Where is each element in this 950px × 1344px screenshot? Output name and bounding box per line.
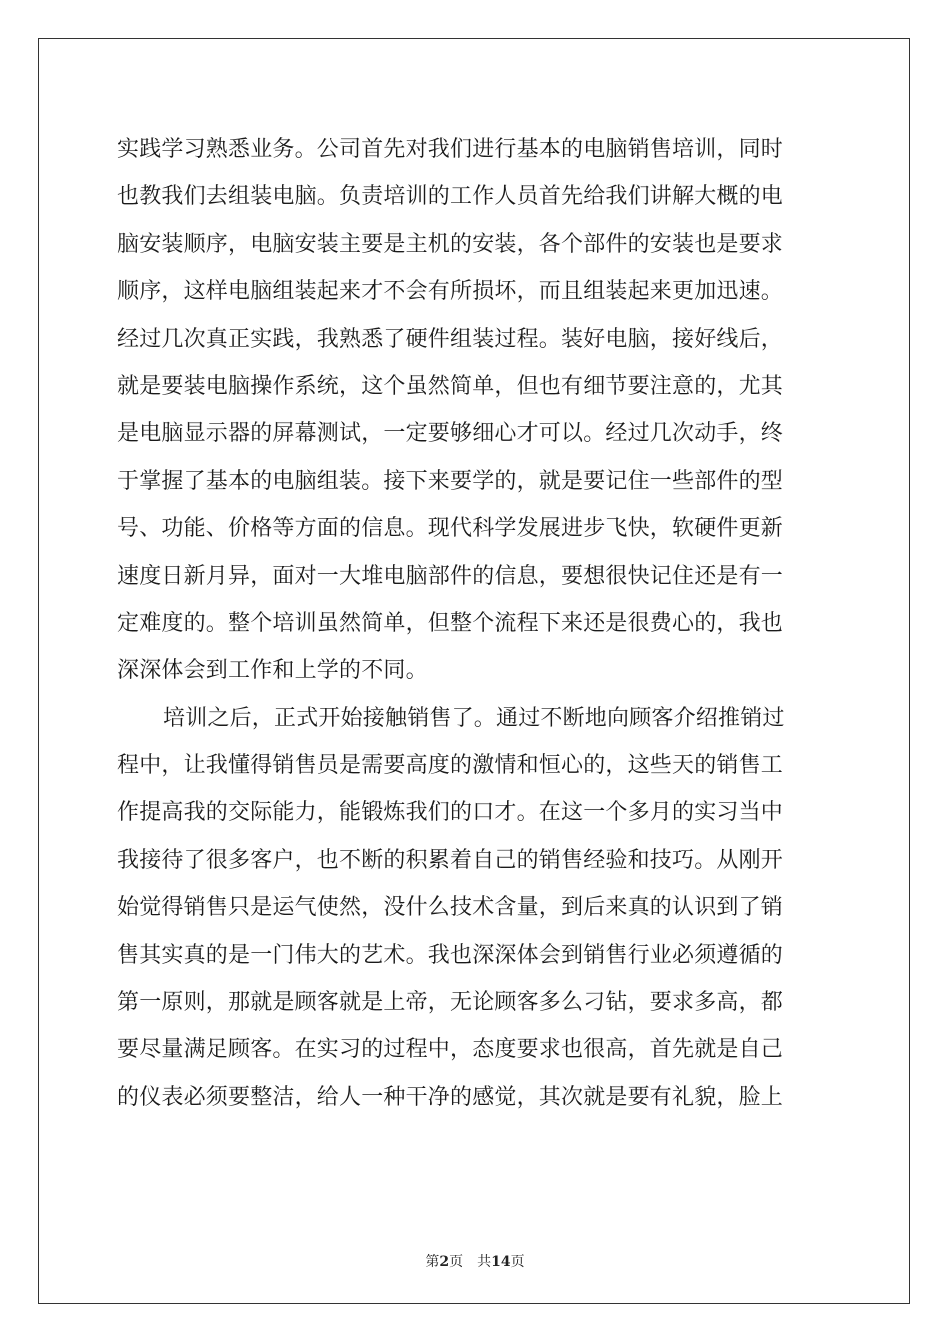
paragraph-2	[117, 695, 833, 1122]
page-prefix: 第	[425, 1254, 440, 1270]
text-line: 我接待了很多客户，也不断的积累着自己的销售经验和技巧。从刚开	[117, 847, 784, 873]
total-suffix: 页	[510, 1254, 525, 1270]
text-line: 就是要装电脑操作系统，这个虽然简单，但也有细节要注意的，尤其	[117, 373, 784, 399]
text-line: 号、功能、价格等方面的信息。现代科学发展进步飞快，软硬件更新	[117, 516, 784, 542]
text-line: 深深体会到工作和上学的不同。	[117, 658, 428, 684]
text-line: 脑安装顺序，电脑安装主要是主机的安装，各个部件的安装也是要求	[117, 231, 784, 257]
text-line: 实践学习熟悉业务。公司首先对我们进行基本的电脑销售培训，同时	[117, 137, 784, 162]
text-line: 经过几次真正实践，我熟悉了硬件组装过程。装好电脑，接好线后，	[117, 326, 784, 352]
text-line: 于掌握了基本的电脑组装。接下来要学的，就是要记住一些部件的型	[117, 468, 784, 494]
text-line: 是电脑显示器的屏幕测试，一定要够细心才可以。经过几次动手，终	[117, 421, 784, 447]
text-line: 定难度的。整个培训虽然简单，但整个流程下来还是很费心的，我也	[117, 610, 784, 636]
text-line: 售其实真的是一门伟大的艺术。我也深深体会到销售行业必须遵循的	[117, 942, 784, 968]
text-line: 也教我们去组装电脑。负责培训的工作人员首先给我们讲解大概的电	[117, 184, 784, 210]
text-line: 第一原则，那就是顾客就是上帝，无论顾客多么刁钻，要求多高，都	[117, 990, 784, 1016]
text-line: 作提高我的交际能力，能锻炼我们的口才。在这一个多月的实习当中	[117, 800, 784, 826]
page-footer	[0, 1251, 950, 1271]
total-prefix: 共	[477, 1254, 492, 1270]
page-suffix: 页	[449, 1254, 464, 1270]
text-line: 始觉得销售只是运气使然，没什么技术含量，到后来真的认识到了销	[117, 895, 784, 921]
paragraph-1	[117, 126, 833, 695]
total-pages: 14	[491, 1254, 511, 1270]
page-number: 2	[439, 1254, 450, 1270]
text-line: 要尽量满足顾客。在实习的过程中，态度要求也很高，首先就是自己	[117, 1037, 784, 1063]
document-body	[117, 126, 833, 1121]
text-line: 顺序，这样电脑组装起来才不会有所损坏，而且组装起来更加迅速。	[117, 279, 784, 305]
text-line: 程中，让我懂得销售员是需要高度的激情和恒心的，这些天的销售工	[117, 753, 784, 779]
text-line: 培训之后，正式开始接触销售了。通过不断地向顾客介绍推销过	[163, 705, 785, 731]
text-line: 的仪表必须要整洁，给人一种干净的感觉，其次就是要有礼貌，脸上	[117, 1084, 784, 1110]
text-line: 速度日新月异，面对一大堆电脑部件的信息，要想很快记住还是有一	[117, 563, 784, 589]
